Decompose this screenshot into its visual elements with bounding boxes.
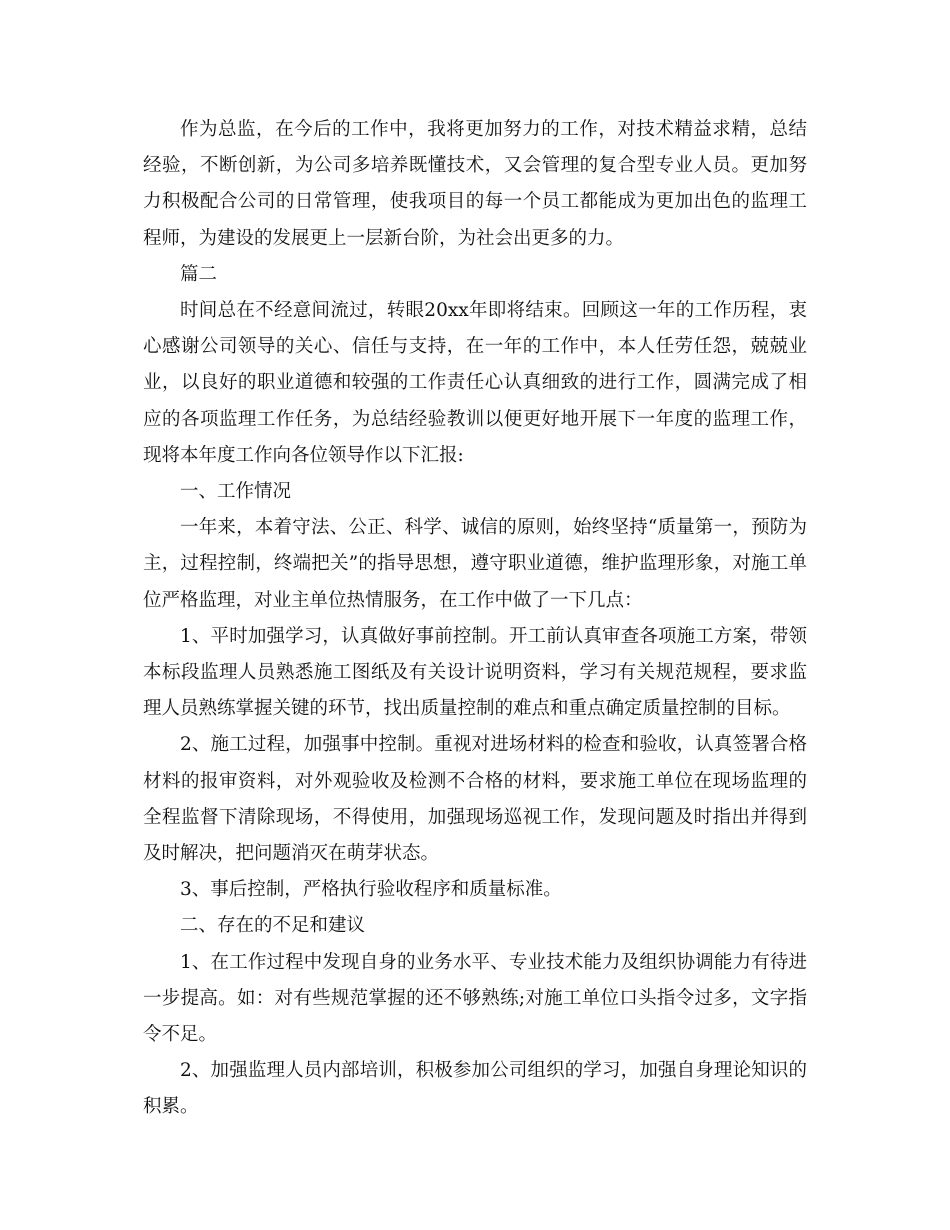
paragraph-item-2: 2、施工过程，加强事中控制。重视对进场材料的检查和验收，认真签署合格材料的报审资料，对外观验收及检测不合格的材料，要求施工单位在现场监理的全程监督下清除现场，不得使用，加强现场巡视工作，发现问题及时指出并得到及时解决，把问题消灭在萌芽状态。 (143, 734, 807, 865)
paragraph-item-1: 1、平时加强学习，认真做好事前控制。开工前认真审查各项施工方案，带领本标段监理人员熟悉施工图纸及有关设计说明资料，学习有关规范规程，要求监理人员熟练掌握关键的环节，找出质量控制的难点和重点确定质量控制的目标。 (143, 625, 807, 720)
paragraph-principles: 一年来，本着守法、公正、科学、诚信的原则，始终坚持“质量第一，预防为主，过程控制，终端把关”的指导思想，遵守职业道德，维护监理形象，对施工单位严格监理，对业主单位热情服务，在工作中做了一下几点： (143, 517, 807, 611)
paragraph-item-3: 3、事后控制，严格执行验收程序和质量标准。 (180, 879, 562, 901)
section-heading-shortcomings: 二、存在的不足和建议 (180, 915, 366, 937)
paragraph-shortcoming-2: 2、加强监理人员内部培训，积极参加公司组织的学习，加强自身理论知识的积累。 (143, 1060, 807, 1118)
paragraph-conclusion: 作为总监，在今后的工作中，我将更加努力的工作，对技术精益求精，总结经验，不断创新，为公司多培养既懂技术，又会管理的复合型专业人员。更加努力积极配合公司的日常管理，使我项目的每一个员工都能成为更加出色的监理工程师，为建设的发展更上一层新台阶，为社会出更多的力。 (143, 119, 807, 249)
paragraph-intro: 时间总在不经意间流过，转眼20xx年即将结束。回顾这一年的工作历程，衷心感谢公司领导的关心、信任与支持，在一年的工作中，本人任劳任怨，兢兢业业，以良好的职业道德和较强的工作责任心认真细致的进行工作，圆满完成了相应的各项监理工作任务，为总结经验教训以便更好地开展下一年度的监理工作，现将本年度工作向各位领导作以下汇报: (143, 300, 807, 466)
section-heading-part-two: 篇二 (180, 263, 218, 285)
paragraph-shortcoming-1: 1、在工作过程中发现自身的业务水平、专业技术能力及组织协调能力有待进一步提高。如：对有些规范掌握的还不够熟练;对施工单位口头指令过多，文字指令不足。 (143, 951, 807, 1046)
section-heading-work-status: 一、工作情况 (180, 481, 292, 503)
document-body (143, 112, 807, 1126)
